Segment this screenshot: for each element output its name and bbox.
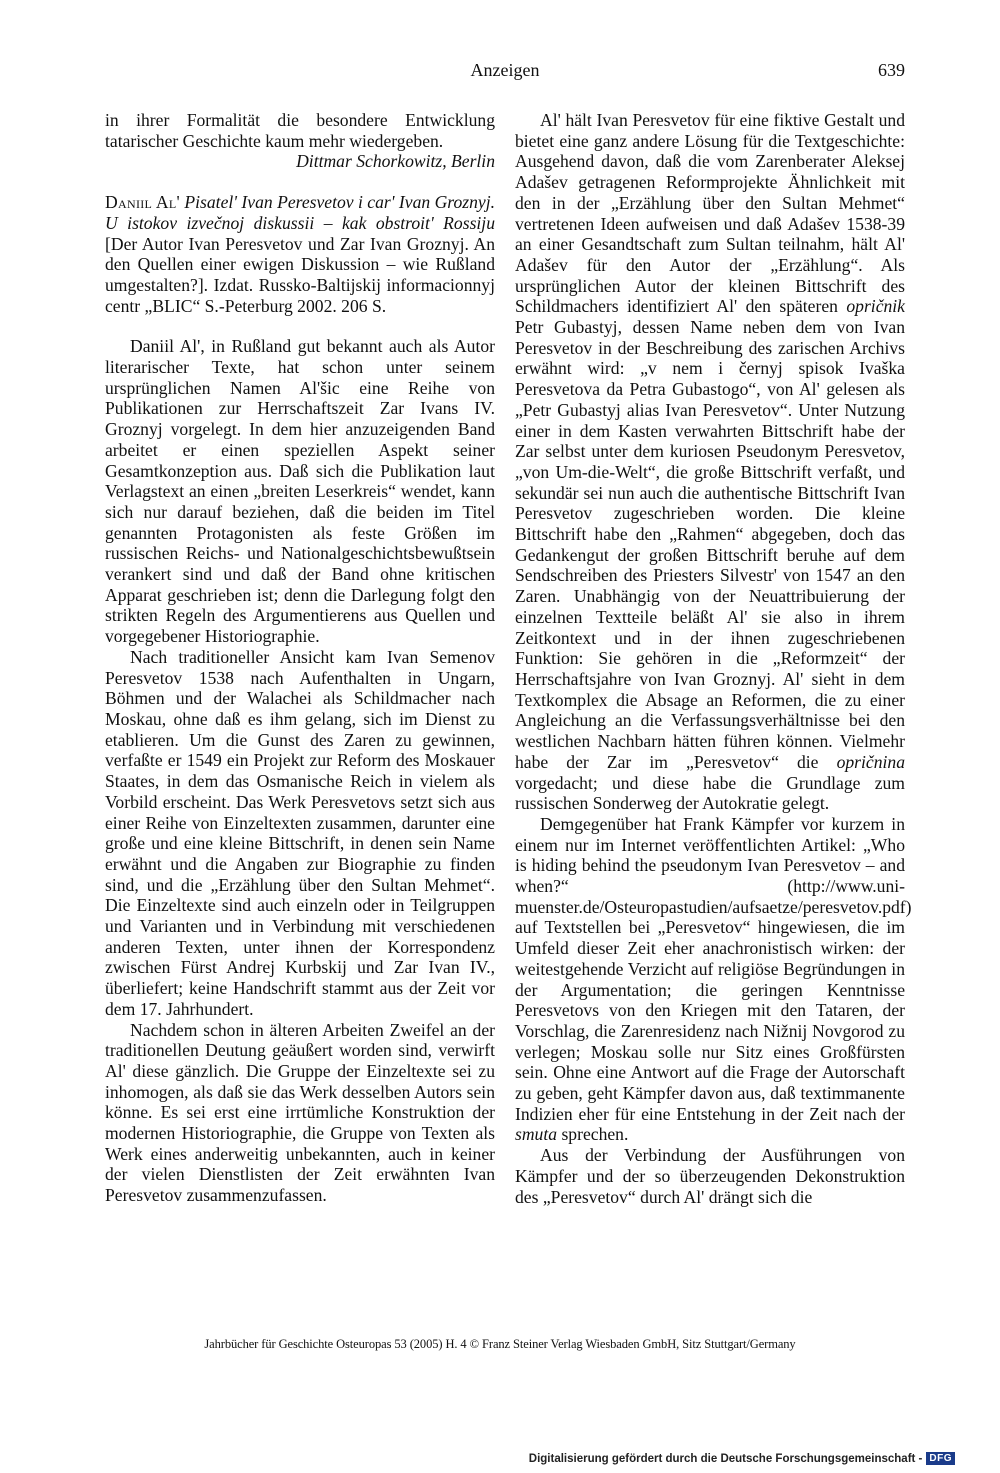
italic-term: opričnik <box>846 296 905 317</box>
dfg-logo: DFG <box>926 1452 955 1465</box>
text-run: sprechen. <box>561 1124 629 1145</box>
paragraph: in ihrer Formalität die besondere Entwicklung tatarischer Geschichte kaum mehr wiedergeben. <box>105 110 495 151</box>
running-header <box>105 60 905 88</box>
text-run: vorgedacht; und diese habe die Grundlage zum russischen Sonderweg der Autokratie gelegt. <box>515 772 905 814</box>
bibliographic-entry <box>105 192 495 316</box>
paragraph <box>515 813 912 1145</box>
book-details: [Der Autor Ivan Peresvetov und Zar Ivan Groznyj. An den Quellen einer ewigen Diskussion – wie Rußland umgestalten?]. Izdat. Russko-Baltijskij informacionnyj centr „BLIC“ S.-Peterburg 2002. 206 S. <box>105 233 495 316</box>
paragraph: Nachdem schon in älteren Arbeiten Zweifel an der traditionellen Deutung geäußert worden sind, verwirft Al' diese gänzlich. Die Gruppe der Einzeltexte sei zu inhomogen, als daß sie das Werk desselben Autors sein könne. Es sei erst eine irrtümliche Konstruktion der modernen Historiographie, die Gruppe von Texten als Werk eines anderweitig unbekannten, auch in keiner der vielen Dienstlisten der Zeit erwähnten Ivan Peresvetov zusammenzufassen. <box>105 1019 495 1206</box>
digitization-credit <box>529 1452 955 1465</box>
left-column <box>105 110 495 1206</box>
section-title: Anzeigen <box>470 60 540 80</box>
book-title: Pisatel' Ivan Peresvetov i car' Ivan Groznyj. U istokov izvečnoj diskussii – kak obstroit' Rossiju <box>105 192 496 233</box>
paragraph: Aus der Verbindung der Ausführungen von Kämpfer und der so überzeugenden Dekonstruktion des „Peresvetov“ durch Al' drängt sich die <box>515 1145 905 1207</box>
paragraph: Nach traditioneller Ansicht kam Ivan Semenov Peresvetov 1538 nach Aufenthalten in Ungarn, Böhmen und der Walachei als Schildmacher nach Moskau, ohne daß es ihm gelang, sich im Dienst zu etablieren. Um die Gunst des Zaren zu gewinnen, verfaßte er 1549 ein Projekt zur Reform des Moskauer Staates, in dem das Osmanische Reich in vielem als Vorbild erscheint. Das Werk Peresvetovs setzt sich aus einer Reihe von Einzeltexten zusammen, darunter eine große und eine kleine Bittschrift, in denen sein Name erwähnt und die Angaben zur Biographie zu finden sind, und die „Erzählung über den Sultan Mehmet“. Die Einzeltexte sind auch einzeln oder in Teilgruppen und Varianten und in Verbindung mit verschiedenen anderen Texten, unter ihnen der Korrespondenz zwischen Fürst Andrej Kurbskij und Zar Ivan IV., überliefert; keine Handschrift stammt aus der Zeit vor dem 17. Jahrhundert. <box>105 646 495 1019</box>
text-run: Al' hält Ivan Peresvetov für eine fiktive Gestalt und bietet eine ganz andere Lösung für die Textgeschichte: Ausgehend davon, daß die vom Zarenberater Aleksej Adašev getragenen Reformprojekte Ähnlichkeit mit den in der „Erzählung über den Sultan Mehmet“ vertretenen Ideen aufweisen und daß Adašev 1538-39 an einer Gesandtschaft zum Sultan teilnahm, hält Al' Adašev für den Autor der „Erzählung“. Als ursprünglichen Autor der kleinen Bittschrift des Schildmachers identifiziert Al' den späteren <box>515 110 905 317</box>
digitization-text: Digitalisierung gefördert durch die Deutsche Forschungsgemeinschaft - <box>528 1452 923 1465</box>
reviewer-signature: Dittmar Schorkowitz, Berlin <box>296 151 495 172</box>
right-column <box>515 110 912 1207</box>
paragraph: Daniil Al', in Rußland gut bekannt auch als Autor literarischer Texte, hat schon unter seinem ursprünglichen Namen Al'šic eine Reihe von Publikationen zur Herrschaftszeit Zar Ivans IV. Groznyj vorgelegt. In dem hier anzuzeigenden Band arbeitet er einen speziellen Aspekt seiner Gesamtkonzeption aus. Daß sich die Publikation laut Verlagstext an einen „breiten Leserkreis“ wendet, kann sich nur darauf beziehen, daß die beiden im Titel genannten Protagonisten als feste Größen im russischen Reichs- und Nationalgeschichtsbewußtsein verankert sind und daß der Band ohne kritischen Apparat geschrieben ist; denn die Darlegung folgt den strikten Regeln des Argumentierens aus Quellen und vorgegebener Historiographie. <box>105 336 495 647</box>
page-number: 639 <box>878 60 905 80</box>
paragraph <box>515 110 905 814</box>
text-run: Demgegenüber hat Frank Kämpfer vor kurzem in einem nur im Internet veröffentlichten Artikel: „Who is hiding behind the pseudonym Ivan Peresvetov – and when?“ (http://www.uni-muenster.de/Osteuropastudien/aufsaetze/peresvetov.pdf) auf Textstellen bei „Peresvetov“ hingewiesen, die im Umfeld dieser Zeit eher anachronistisch wirken: der weitestgehende Verzicht auf religiöse Begründungen in der Argumentation; die geringen Kenntnisse Peresvetovs von den Kriegen mit den Tataren, der Vorschlag, die Zarenresidenz nach Nižnij Novgorod zu verlegen; Moskau solle nur Sitz eines Großfürsten sein. Ohne eine Antwort auf die Frage der Autorschaft zu geben, geht Kämpfer davon aus, daß textimmanente Indizien eher für eine Entstehung in der Zeit nach der <box>515 813 912 1124</box>
book-author: Daniil Al' <box>105 192 180 213</box>
journal-footer: Jahrbücher für Geschichte Osteuropas 53 (2005) H. 4 © Franz Steiner Verlag Wiesbaden GmbH, Sitz Stuttgart/Germany <box>204 1337 796 1351</box>
italic-term: opričnina <box>836 751 905 772</box>
italic-term: smuta <box>515 1124 558 1145</box>
text-run: Petr Gubastyj, dessen Name neben dem von Ivan Peresvetov in der Beschreibung des zarischen Archivs erwähnt wird: „v nem i černyj spisok Ivaška Peresvetova da Petra Gubastogo“, von Al' gelesen als „Petr Gubastyj alias Ivan Peresvetov“. Unter Nutzung einer in dem Kasten verwahrten Bittschrift habe der Zar selbst unter dem kuriosen Pseudonym Peresvetov, „von Um-die-Welt“, die große Bittschrift verfaßt, und sekundär sei nun auch die authentische Bittschrift Ivan Peresvetov zugeschrieben worden. Die kleine Bittschrift habe den „Rahmen“ abgegeben, doch das Gedankengut der großen Bittschrift beruhe auf dem Sendschreiben des Priesters Silvestr' von 1547 an den Zaren. Unabhängig von der Neuattribuierung der einzelnen Textteile beläßt Al' sie also in ihrem Zeitkontext und in der ihnen zugeschriebenen Funktion: Sie gehören in die „Reformzeit“ der Herrschaftsjahre von Ivan Groznyj. Al' sieht in dem Textkomplex die Absage an Reformen, die zu einer Angleichung an die Verfassungsverhältnisse bei den westlichen Nachbarn hätten führen können. Vielmehr habe der Zar im „Peresvetov“ die <box>515 317 905 772</box>
